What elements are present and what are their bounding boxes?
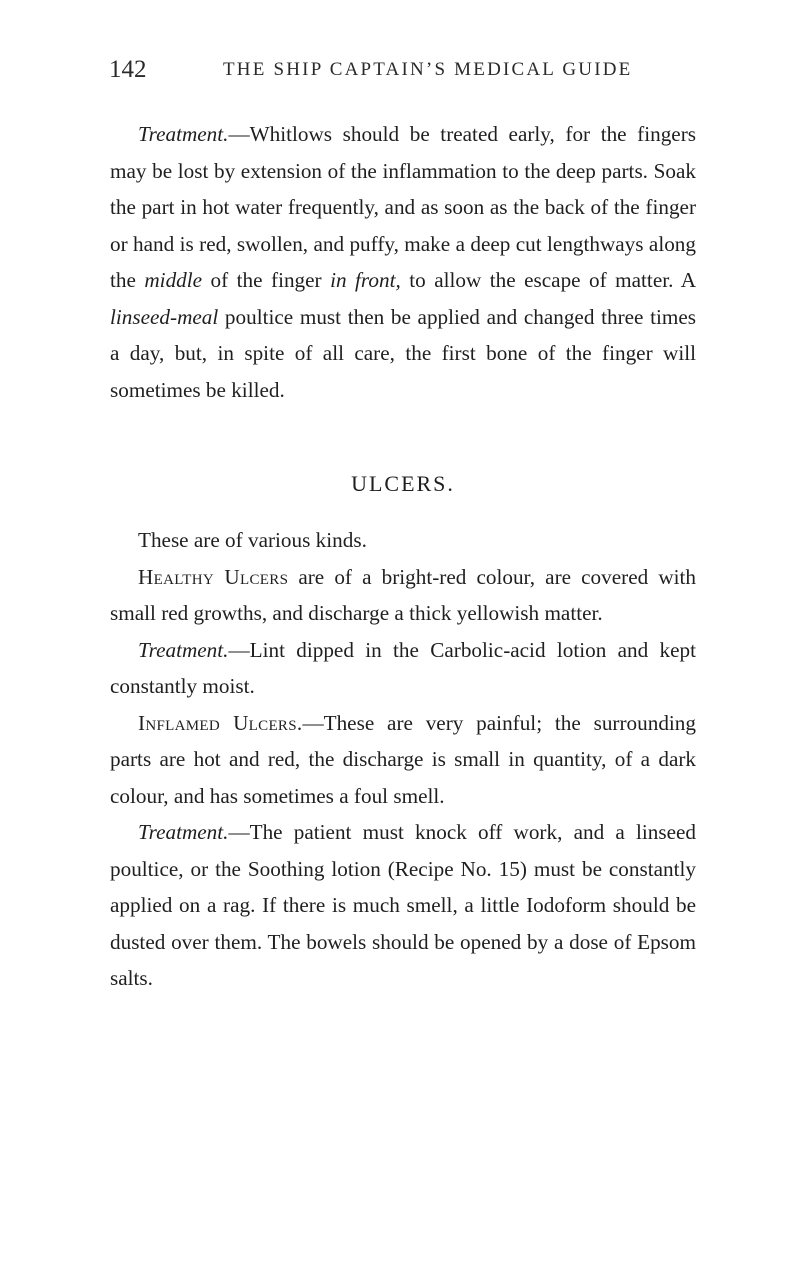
paragraph-text: These are of various kinds. [138, 528, 367, 552]
paragraph-healthy-ulcers [110, 559, 696, 632]
emphasis-middle: middle [144, 268, 203, 292]
inflamed-ulcers-label: Inflamed Ulcers. [138, 710, 303, 735]
emphasis-in-front: in front, [330, 268, 401, 292]
paragraph-ulcer-kinds [110, 522, 696, 559]
paragraph-inflamed-ulcers-treatment [110, 814, 696, 997]
treatment-label: Treatment. [138, 820, 229, 844]
page-number: 142 [109, 56, 147, 83]
treatment-label: Treatment. [138, 122, 229, 146]
paragraph-text: —Lint dipped in the Carbolic-acid lotion and kept constantly moist. [110, 637, 696, 698]
paragraph-text: of the finger [202, 268, 331, 292]
paragraph-text: poultice must then be applied and changed three times a day, but, in spite of all care, the first bone of the finger will sometimes be killed. [110, 304, 696, 402]
healthy-ulcers-label: Healthy Ulcers [138, 564, 289, 589]
paragraph-healthy-ulcers-treatment [110, 632, 696, 705]
running-title: THE SHIP CAPTAIN’S MEDICAL GUIDE [223, 59, 633, 80]
paragraph-text: —These are very painful; the surrounding parts are hot and red, the discharge is small in quantity, of a dark colour, and has sometimes a foul smell. [110, 710, 696, 808]
paragraph-whitlow-treatment [110, 116, 696, 408]
paragraph-inflamed-ulcers [110, 705, 696, 815]
treatment-label: Treatment. [138, 637, 229, 662]
section-heading-ulcers: ULCERS. [351, 471, 455, 496]
emphasis-linseed-meal: linseed-meal [110, 304, 219, 329]
paragraph-text: to allow the escape of matter. A [400, 268, 697, 292]
paragraph-text: —Whitlows should be treated early, for the fingers may be lost by extension of the inflammation to the deep parts. Soak the part in hot water frequently, and as soon as the back of the finger or hand is red, swollen, and puffy, make a deep cut lengthways along the [110, 122, 696, 292]
body-text [110, 116, 696, 997]
paragraph-text: —The patient must knock off work, and a linseed poultice, or the Soothing lotion (Recipe No. 15) must be constantly applied on a rag. If there is much smell, a little Iodoform should be dusted over them. The bowels should be opened by a dose of Epsom salts. [110, 820, 696, 990]
paragraph-text: are of a bright-red colour, are covered with small red growths, and discharge a thick yellowish matter. [110, 564, 696, 625]
running-head [109, 50, 709, 90]
